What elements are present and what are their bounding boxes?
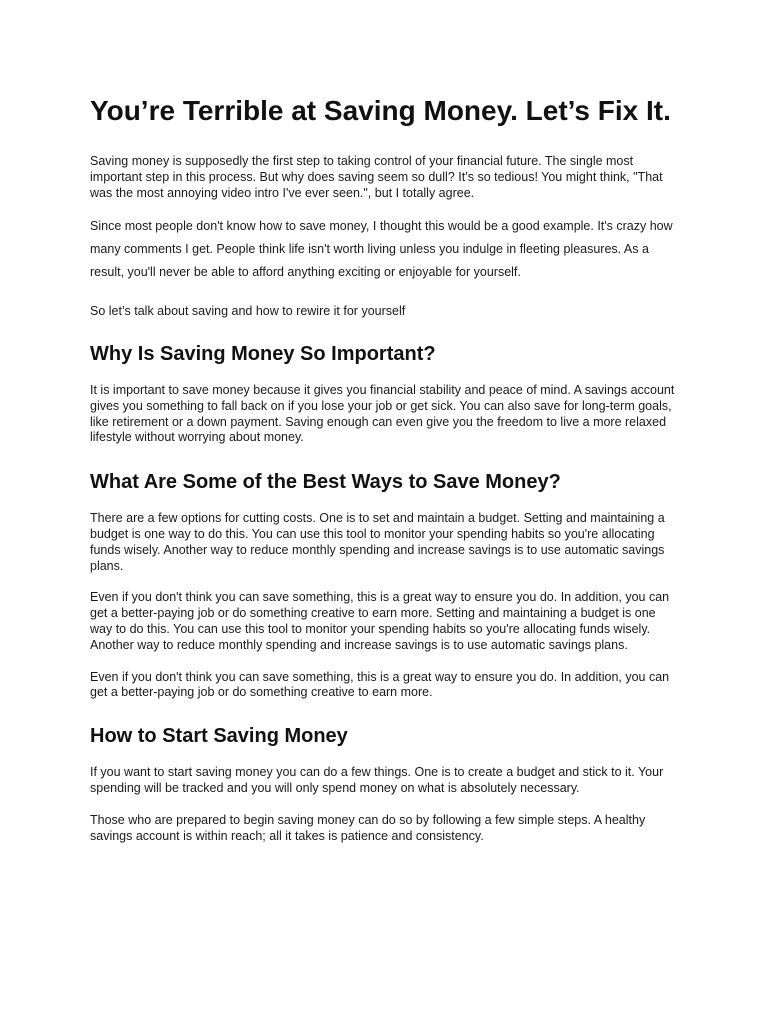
section-heading-why-saving-important: Why Is Saving Money So Important? [90, 343, 436, 365]
section-paragraph: It is important to save money because it gives you financial stability and peace of mind. A savings account gives you something to fall back on if you lose your job or get sick. You can also save for long-term goals, like retirement or a down payment. Saving enough can even give you the freedom to live a more relaxed lifestyle without worrying about money. [90, 383, 675, 445]
intro-paragraph-1: Saving money is supposedly the first step to taking control of your financial future. The single most important step in this process. But why does saving seem so dull? It’s so tedious! You might think, "That was the most annoying video intro I've ever seen.", but I totally agree. [90, 154, 663, 200]
document-page [90, 94, 680, 844]
section-heading-how-to-start: How to Start Saving Money [90, 725, 348, 748]
section-paragraph: There are a few options for cutting costs. One is to set and maintain a budget. Setting and maintaining a budget is one way to do this. You can use this tool to monitor your spending habits so you're allocating funds wisely. Another way to reduce monthly spending and increase savings is to use automatic savings plans. [90, 511, 665, 573]
intro-paragraph-3: So let’s talk about saving and how to rewire it for yourself [90, 304, 406, 318]
section-paragraph: Even if you don't think you can save something, this is a great way to ensure you do. In addition, you can get a better-paying job or do something creative to earn more. Setting and maintaining a budget is one way to do this. You can use this tool to monitor your spending habits so you're allocating funds wisely. Another way to reduce monthly spending and increase savings is to use automatic savings plans. [90, 590, 670, 652]
intro-paragraph-2: Since most people don't know how to save money, I thought this would be a good example. It's crazy how many comments I get. People think life isn't worth living unless you indulge in fleeting pleasures. As a result, you'll never be able to afford anything exciting or enjoyable for yourself. [90, 219, 673, 279]
section-paragraph: If you want to start saving money you can do a few things. One is to create a budget and stick to it. Your spending will be tracked and you will only spend money on what is absolutely necessary. [90, 765, 664, 795]
section-heading-best-ways: What Are Some of the Best Ways to Save Money? [90, 471, 561, 494]
section-paragraph: Even if you don't think you can save something, this is a great way to ensure you do. In addition, you can get a better-paying job or do something creative to earn more. [90, 669, 670, 700]
article-title: You’re Terrible at Saving Money. Let’s Fix It. [90, 95, 671, 126]
section-paragraph: Those who are prepared to begin saving money can do so by following a few simple steps. A healthy savings account is within reach; all it takes is patience and consistency. [90, 812, 646, 843]
